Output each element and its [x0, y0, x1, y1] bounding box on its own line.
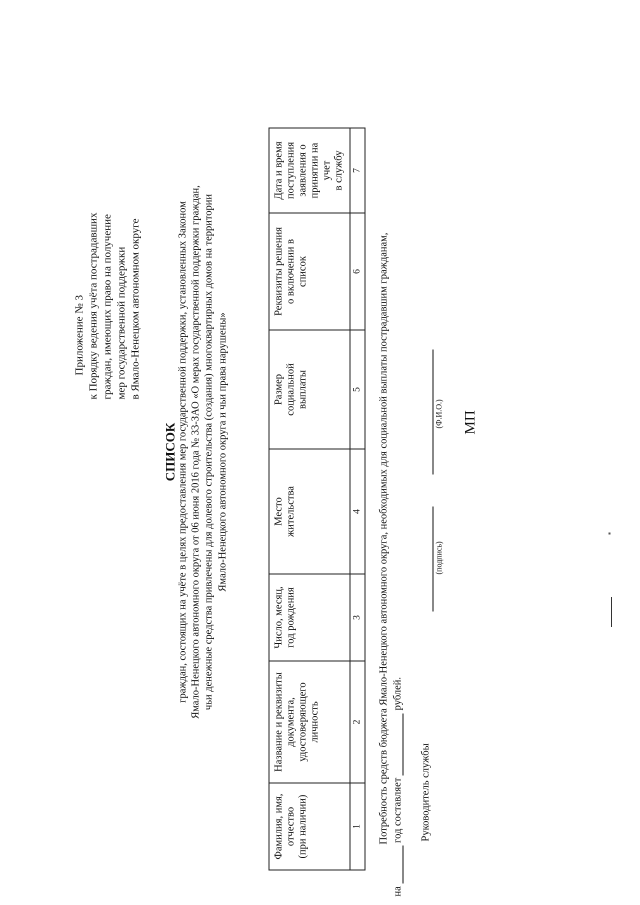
head-of-service-label: Руководитель службы — [420, 743, 431, 842]
column-number: 3 — [350, 574, 365, 661]
header-text: заявления о — [297, 144, 308, 197]
header-text: Реквизиты решения — [273, 227, 284, 316]
header-text: Дата и время — [273, 141, 284, 200]
header-residence — [269, 449, 350, 574]
header-text: Фамилия, имя, — [273, 793, 284, 860]
header-text: (при наличии) — [297, 794, 308, 859]
document-title: СПИСОК — [162, 422, 177, 482]
header-birth-date — [269, 574, 350, 661]
document-subtitle — [176, 0, 229, 905]
header-text: о включении в — [285, 239, 296, 304]
header-text: выплаты — [297, 370, 308, 409]
appendix-line: к Порядку ведения учёта пострадавших — [87, 212, 99, 400]
header-text: социальной — [285, 363, 296, 416]
appendix-block — [72, 213, 142, 400]
table-number-row — [350, 128, 365, 870]
appendix-line: мер государственной поддержки — [115, 246, 127, 400]
table-header-row — [269, 128, 350, 870]
appendix-line: Приложение № 3 — [73, 294, 85, 376]
header-text: жительства — [285, 486, 296, 537]
appendix-line: в Ямало-Ненецком автономном округе — [129, 218, 141, 400]
header-payment-amount — [269, 330, 350, 449]
subtitle-line: чьи денежные средства привлечены для долевого строительства (создания) многоквартирных домов на территории — [203, 193, 215, 711]
header-text: удостоверяющего — [297, 682, 308, 762]
column-number: 5 — [350, 330, 365, 449]
name-line — [432, 350, 433, 475]
name-caption: (Ф.И.О.) — [434, 399, 443, 429]
budget-need-text: Потребность средств бюджета Ямало-Ненецкого автономного округа, необходимых для социальной выплаты пострадавшим гражданам, — [378, 232, 389, 845]
year-blank — [402, 846, 403, 884]
signature-line — [432, 507, 433, 612]
column-number: 7 — [350, 128, 365, 213]
scan-mark — [611, 597, 612, 627]
header-full-name — [269, 783, 350, 870]
header-text: Место — [273, 497, 284, 526]
header-decision-details — [269, 213, 350, 330]
header-text: в службу — [333, 150, 344, 191]
column-number: 6 — [350, 213, 365, 330]
header-id-document — [269, 661, 350, 783]
header-application-date — [269, 128, 350, 213]
stamp-place-label: МП — [462, 410, 478, 435]
header-text: поступления — [285, 141, 296, 200]
header-text: отчество — [285, 806, 296, 847]
budget-need-line2 — [392, 677, 403, 897]
column-number: 4 — [350, 449, 365, 574]
column-number: 2 — [350, 661, 365, 783]
header-text: личность — [309, 701, 320, 743]
header-text: принятии на учет — [309, 142, 332, 199]
citizens-table — [268, 128, 365, 871]
header-text: документа, — [285, 697, 296, 747]
appendix-line: граждан, имеющих право на получение — [101, 214, 113, 400]
subtitle-line: Ямало-Ненецкого автономного округа и чьи права нарушены» — [216, 312, 228, 592]
header-text: Размер — [273, 373, 284, 406]
header-text: Число, месяц, — [273, 586, 284, 649]
header-text: год рождения — [285, 587, 296, 648]
header-text: список — [297, 256, 308, 287]
signature-caption: (подпись) — [434, 541, 443, 575]
subtitle-line: граждан, состоящих на учёте в целях предоставления мер государственной поддержки, установленных Законом — [177, 201, 188, 703]
subtitle-line: Ямало-Ненецкого автономного округа от 06 июня 2016 года № 33-ЗАО «О мерах государственной поддержки граждан, — [190, 185, 202, 719]
header-text: Название и реквизиты — [273, 672, 284, 772]
need-suffix: рублей. — [392, 676, 403, 711]
need-prefix: на — [392, 886, 403, 897]
need-middle: год составляет — [392, 777, 403, 843]
scan-dot — [608, 533, 610, 535]
amount-blank — [402, 713, 403, 775]
column-number: 1 — [350, 783, 365, 870]
